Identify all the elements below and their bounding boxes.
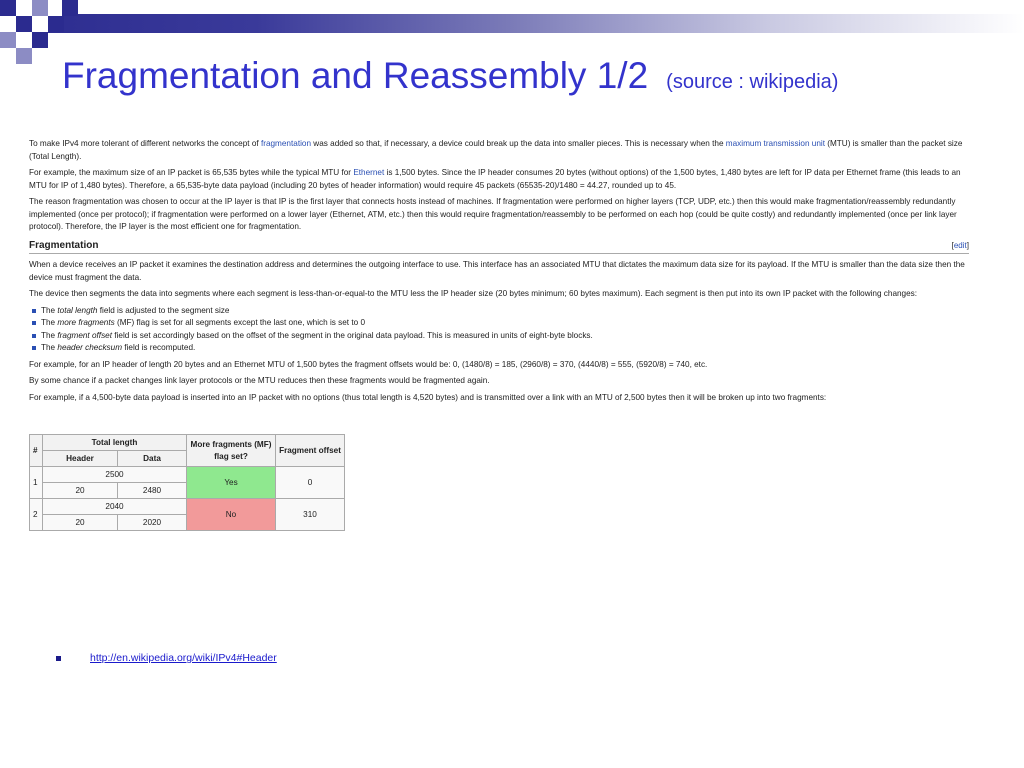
- source-bullet: [56, 652, 277, 664]
- cell-num: 2: [30, 499, 43, 531]
- title-source: (source : wikipedia): [666, 71, 839, 93]
- title-main: Fragmentation and Reassembly 1/2: [62, 55, 649, 96]
- field-name: total length: [57, 305, 98, 315]
- top-gradient-bar: [0, 14, 1024, 33]
- cell-header: 20: [43, 483, 118, 499]
- paragraph-receive: When a device receives an IP packet it examines the destination address and determines the outgoing interface to use. This interface has an associated MTU that dictates the maximum data size for its payload. If the MTU is smaller than the data size then the device must fragment the data.: [29, 260, 965, 282]
- bracket: [: [951, 240, 954, 250]
- text: field is recomputed.: [122, 343, 196, 352]
- cell-mf-no: No: [187, 499, 276, 531]
- bracket: ]: [966, 240, 969, 250]
- col-header-num: #: [30, 435, 43, 467]
- paragraph-4500-example: For example, if a 4,500-byte data payload is inserted into an IP packet with no options (thus total length is 4,520 bytes) and is transmitted over a link with an MTU of 2,500 bytes then it will be broken up into two fragments:: [29, 392, 827, 402]
- edit-section: [952, 240, 969, 253]
- paragraph-example: [29, 167, 969, 192]
- text: For example, the maximum size of an IP packet is 65,535 bytes while the typical MTU for: [29, 168, 354, 177]
- cell-offset: 310: [276, 499, 345, 531]
- text: The: [41, 305, 58, 315]
- cell-data: 2020: [118, 515, 187, 531]
- field-name: more fragments: [57, 318, 115, 327]
- link-ethernet[interactable]: Ethernet: [353, 168, 385, 177]
- text: To make IPv4 more tolerant of different networks the concept of: [29, 139, 261, 148]
- text: (MF) flag is set for all segments except the last one, which is set to 0: [114, 318, 366, 327]
- link-fragmentation[interactable]: fragmentation: [260, 139, 312, 148]
- field-name: fragment offset: [57, 330, 113, 340]
- section-heading: Fragmentation: [29, 239, 99, 251]
- section-header-fragmentation: [29, 240, 969, 255]
- cell-header: 20: [43, 515, 118, 531]
- col-header-data: Data: [118, 451, 187, 467]
- link-mtu[interactable]: maximum transmission unit: [725, 139, 825, 148]
- bullet-square-icon: [56, 656, 61, 661]
- slide-title: [62, 52, 838, 106]
- table-row: [30, 499, 345, 515]
- list-item: [41, 330, 969, 343]
- list-item: [41, 317, 969, 330]
- cell-mf-yes: Yes: [187, 467, 276, 499]
- source-link[interactable]: http://en.wikipedia.org/wiki/IPv4#Header: [90, 652, 277, 664]
- text: The: [41, 330, 58, 340]
- cell-offset: 0: [276, 467, 345, 499]
- field-name: header checksum: [57, 343, 123, 352]
- paragraph-refragment: By some chance if a packet changes link layer protocols or the MTU reduces then these fragments would be fragmented again.: [29, 376, 490, 385]
- col-header-total-length: Total length: [43, 435, 187, 451]
- cell-total: 2040: [43, 499, 187, 515]
- wikipedia-excerpt: [29, 138, 969, 408]
- list-item: [41, 305, 969, 318]
- col-header-header: Header: [43, 451, 118, 467]
- cell-num: 1: [30, 467, 43, 499]
- text: The: [41, 343, 58, 352]
- text: was added so that, if necessary, a device could break up the data into smaller pieces. This is necessary when the: [311, 139, 726, 148]
- cell-data: 2480: [118, 483, 187, 499]
- col-header-mf: More fragments (MF) flag set?: [187, 435, 276, 467]
- paragraph-segments: The device then segments the data into segments where each segment is less-than-or-equal-to the MTU less the IP header size (20 bytes minimum; 60 bytes maximum). Each segment is then put into its own IP packet with the following changes:: [29, 289, 918, 298]
- text: The: [41, 318, 58, 327]
- col-header-offset: Fragment offset: [276, 435, 345, 467]
- fragment-table: [29, 434, 345, 531]
- paragraph-intro: [29, 138, 969, 163]
- text: field is adjusted to the segment size: [97, 305, 230, 315]
- cell-total: 2500: [43, 467, 187, 483]
- edit-link[interactable]: edit: [953, 240, 967, 250]
- text: field is set accordingly based on the offset of the segment in the original data payload. This is measured in units of eight-byte blocks.: [112, 330, 593, 340]
- paragraph-reason: The reason fragmentation was chosen to occur at the IP layer is that IP is the first layer that connects hosts instead of machines. If fragmentation were performed on higher layers (TCP, UDP, etc.) then this would make fragmentation/reassembly redundantly implemented (once per protocol); if fragmentation were performed on a lower layer (Ethernet, ATM, etc.) then this would require fragmentation/reassembly to be performed on each hop (could be quite costly) and redundantly implemented (once per link layer protocol). Therefore, the IP layer is the most efficient one for fragmentation.: [29, 197, 957, 231]
- list-item: [41, 342, 969, 355]
- text: is 1,500 bytes. Since the IP header consumes 20 bytes (without options) of the 1,500 bytes, 1,480 bytes are left for IP data per Ethernet frame (this leads to an MTU for IP of 1,480 bytes). Therefore, a 65,535-byte data payload (including 20 bytes of header information) would require 45 packets (65535-20)/1480 = 44.27, rounded up to 45.: [29, 168, 961, 190]
- changes-list: [29, 305, 969, 355]
- table-row: [30, 467, 345, 483]
- paragraph-offsets: For example, for an IP header of length 20 bytes and an Ethernet MTU of 1,500 bytes the fragment offsets would be: 0, (1480/8) = 185, (2960/8) = 370, (4440/8) = 555, (5920/8) = 740, etc.: [29, 359, 708, 369]
- text: (MTU) is smaller than the packet size (Total Length).: [29, 139, 963, 161]
